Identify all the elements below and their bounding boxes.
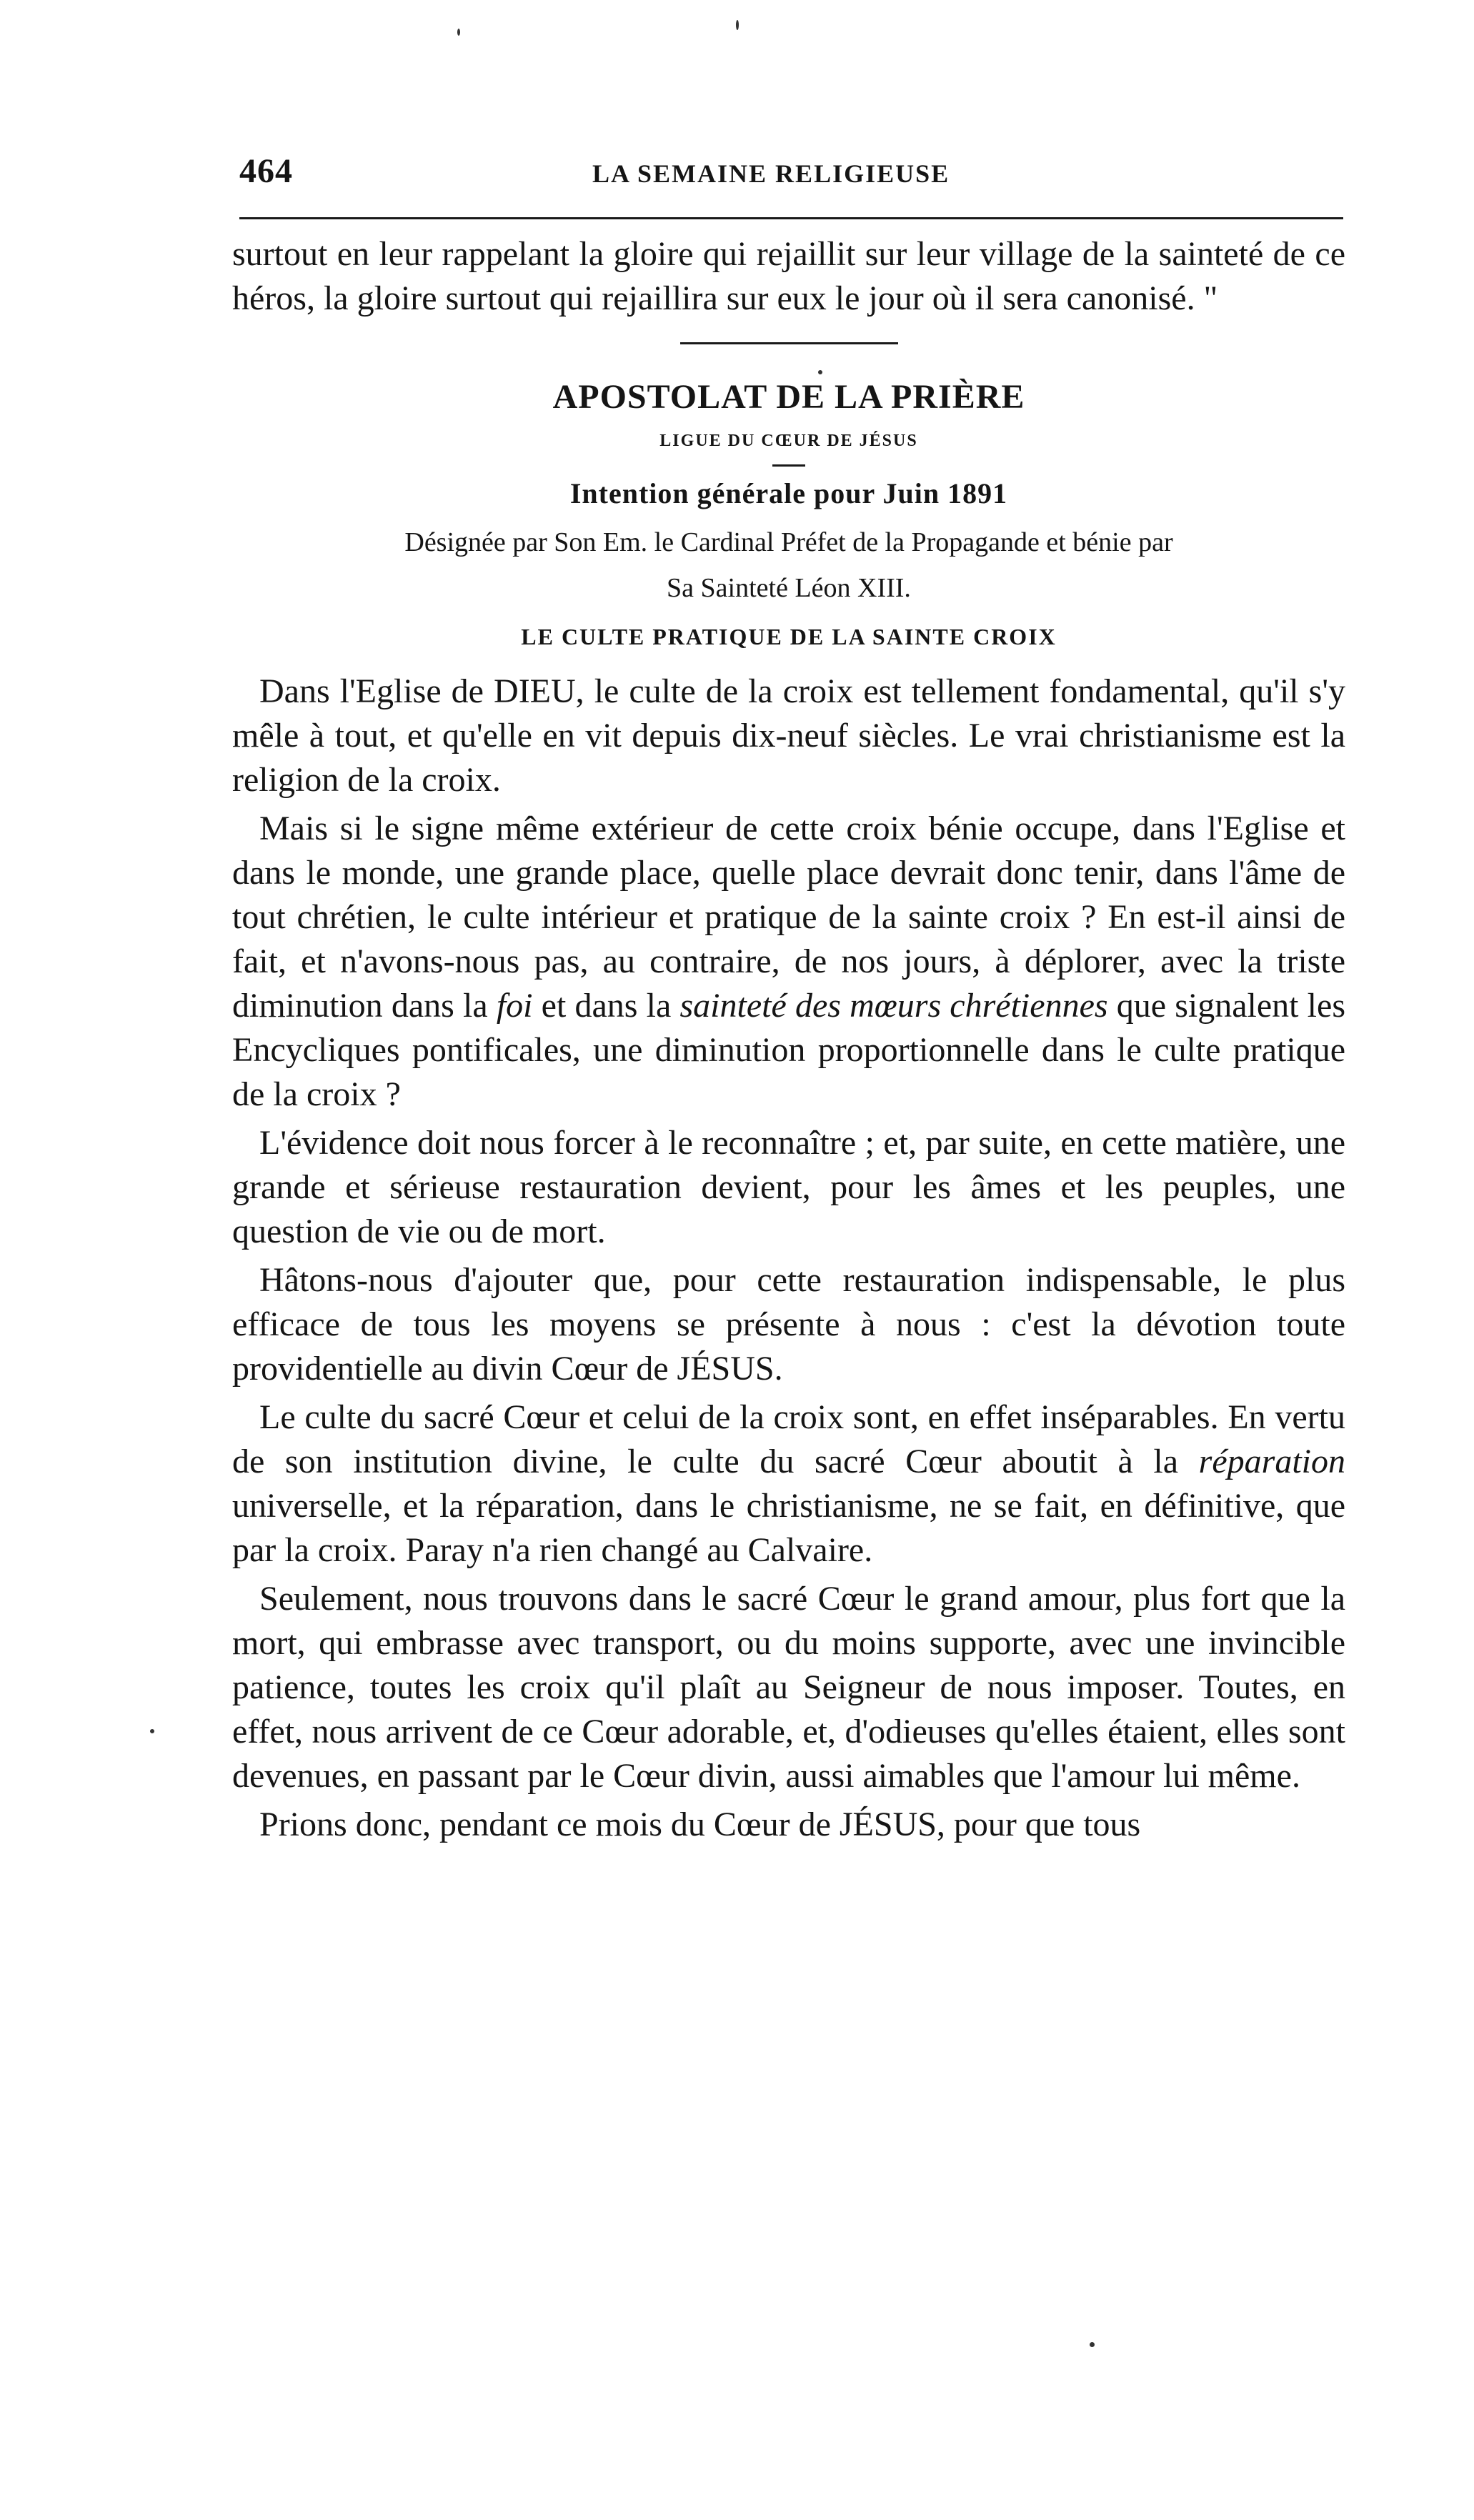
short-divider [772,464,805,467]
league-subtitle: LIGUE DU CŒUR DE JÉSUS [659,432,918,450]
intention-heading: Intention générale pour Juin 1891 [569,477,1008,509]
subject-title: LE CULTE PRATIQUE DE LA SAINTE CROIX [521,624,1057,649]
italic-phrase: sainteté des mœurs chrétiennes [679,987,1108,1025]
text-run: Le culte du sacré Cœur et celui de la croix sont, en effet inséparables. En vertu de son institution divine, le culte du sacré Cœur aboutit à la [232,1398,1345,1480]
text-run: Mais si le signe même extérieur de cette croix bénie occupe, dans l'Eglise et dans le monde, une grande place, quelle place devrait donc tenir, dans l'âme de tout chrétien, le culte intérieur et pratique de la sainte croix ? En est-il ainsi de fait, et n'avons-nous pas, au contraire, de nos jours, à déplorer, avec la triste diminution dans la [232,810,1345,1025]
scan-speck [736,20,739,30]
designation-line-2: Sa Sainteté Léon XIII. [667,573,911,603]
scan-speck [150,1729,154,1733]
body-paragraph: Seulement, nous trouvons dans le sacré Cœur le grand amour, plus fort que la mort, qui embrasse avec transport, ou du moins supporte, avec une invincible patience, toutes les croix qu'il plaît au Seigneur de nous imposer. Toutes, en effet, nous arrivent de ce Cœur adorable, et, d'odieuses qu'elles étaient, elles sont devenues, en passant par le Cœur divin, aussi aimables que l'amour lui même. [232,1580,1345,1795]
section-divider [680,342,898,344]
designation-line: Désignée par Son Em. le Cardinal Préfet de la Propagande et bénie par [404,527,1173,557]
body-paragraph [232,807,1345,1117]
page-header [239,151,1343,194]
section-title: APOSTOLAT DE LA PRIÈRE [552,378,1025,416]
text-run: que signalent les Encycliques pontificales, une diminution proportionnelle dans le culte pratique de la croix ? [232,987,1346,1113]
body-paragraph: Dans l'Eglise de DIEU, le culte de la croix est tellement fondamental, qu'il s'y mêle à tout, et qu'elle en vit depuis dix-neuf siècles. Le vrai christianisme est la religion de la croix. [232,672,1345,799]
body-paragraph: Prions donc, pendant ce mois du Cœur de JÉSUS, pour que tous [259,1806,1141,1843]
body-paragraph: Hâtons-nous d'ajouter que, pour cette restauration indispensable, le plus efficace de tous les moyens se présente à nous : c'est la dévotion toute providentielle au divin Cœur de JÉSUS. [232,1261,1345,1388]
page-number: 464 [239,152,293,190]
text-run: et dans la [532,987,680,1025]
running-title: LA SEMAINE RELIGIEUSE [592,159,950,188]
text-run: universelle, et la réparation, dans le christianisme, ne se fait, en définitive, que par la croix. Paray n'a rien changé au Calvaire. [232,1487,1345,1569]
text-column [232,232,1345,1851]
italic-phrase: réparation [1198,1443,1345,1480]
italic-phrase: foi [496,987,533,1025]
continuation-paragraph: surtout en leur rappelant la gloire qui rejaillit sur leur village de la sainteté de ce héros, la gloire surtout qui rejaillira sur eux le jour où il sera canonisé. " [232,235,1345,317]
scan-speck [1090,2342,1095,2347]
body-paragraph: L'évidence doit nous forcer à le reconnaître ; et, par suite, en cette matière, une grande et sérieuse restauration devient, pour les âmes et les peuples, une question de vie ou de mort. [232,1124,1345,1250]
header-rule [239,217,1343,219]
article-body [232,669,1345,1847]
body-paragraph [232,1395,1345,1573]
scan-speck [457,29,460,36]
